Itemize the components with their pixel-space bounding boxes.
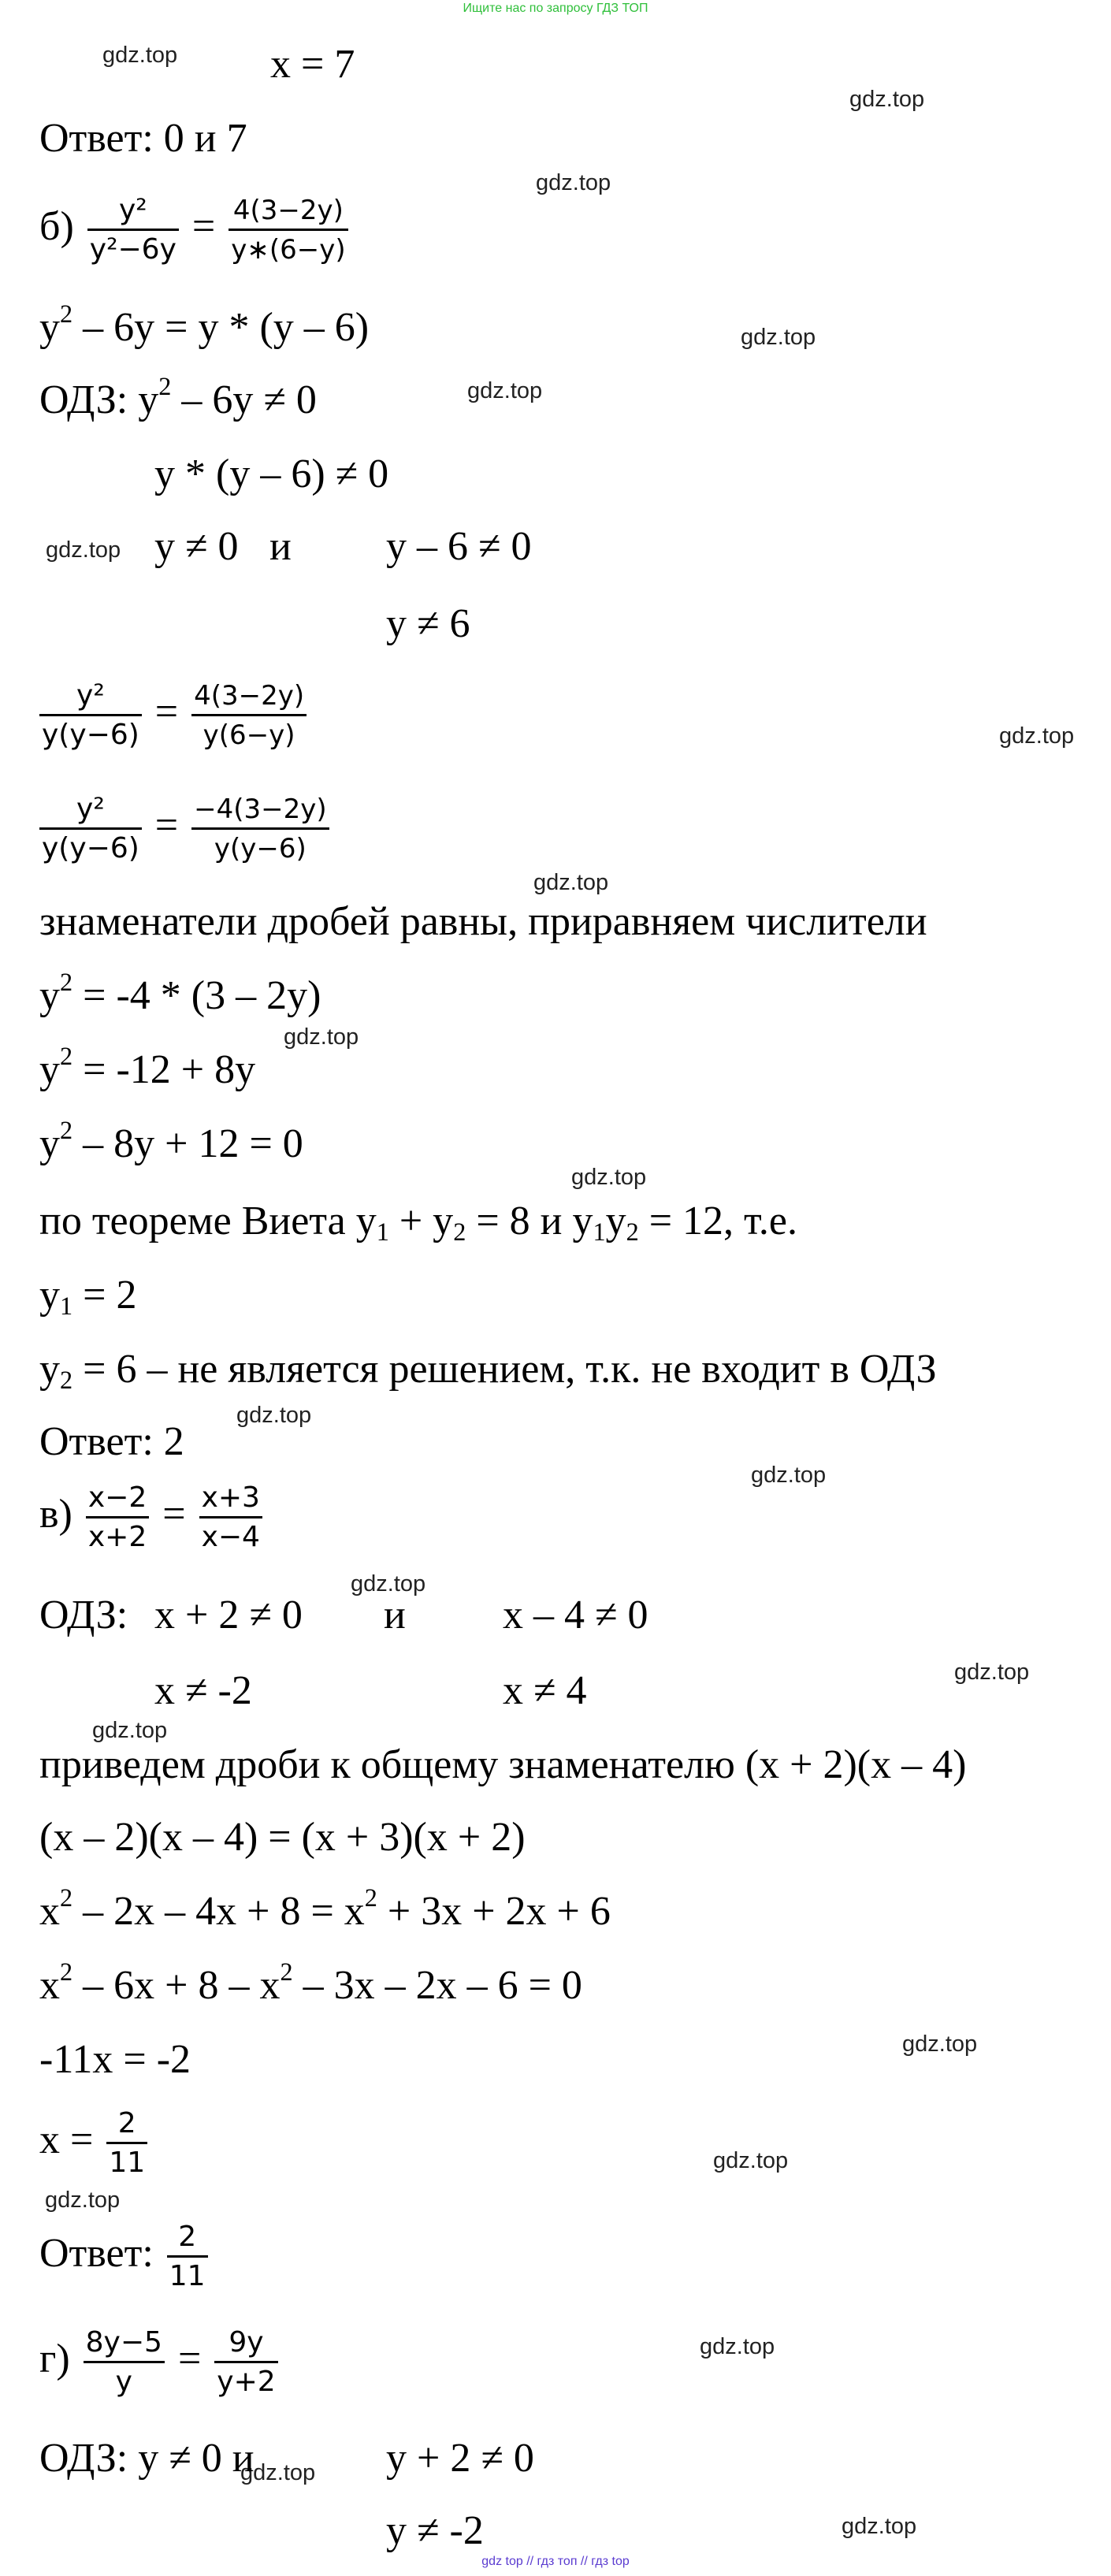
equals-sign: = xyxy=(154,802,179,848)
step-v-2: $x^2 - 2x - 4x + 8 = x^2 + 3x + 2x + 6$ xyxy=(39,1883,611,1934)
watermark: gdz.top xyxy=(902,2031,978,2057)
watermark: gdz.top xyxy=(999,723,1075,749)
frac-num: −4(3−2y) xyxy=(191,793,329,830)
frac-den: y(y−6) xyxy=(42,832,139,864)
answer-v xyxy=(39,2221,211,2293)
odz-y-minus-6: y – 6 ≠ 0 xyxy=(386,524,532,569)
frac-num: 4(3−2y) xyxy=(229,194,347,231)
odz-y-plus-2: y + 2 ≠ 0 xyxy=(386,2436,534,2481)
step-b-3: $y^2 - 8y + 12 = 0$ xyxy=(39,1115,303,1166)
top-banner[interactable]: Ищите нас по запросу ГДЗ ТОП xyxy=(463,2,648,15)
frac-num: 8y−5 xyxy=(84,2326,165,2363)
frac-num: x−2 xyxy=(86,1481,149,1518)
watermark: gdz.top xyxy=(842,2514,917,2539)
odz-x-minus-4: x – 4 ≠ 0 xyxy=(503,1593,648,1637)
step-b-1: $y^2 = -4 * (3 - 2y)$ xyxy=(39,967,321,1018)
watermark: gdz.top xyxy=(240,2460,316,2485)
step-v-3: $x^2 - 6x + 8 - x^2 - 3x - 2x - 6 = 0$ xyxy=(39,1957,582,2008)
equation-v xyxy=(39,1481,266,1554)
watermark: gdz.top xyxy=(571,1165,647,1190)
frac-den: y xyxy=(115,2366,132,2398)
x-equals-7: x = 7 xyxy=(270,42,355,87)
fraction-equation-2 xyxy=(36,679,310,752)
frac-den: y(y−6) xyxy=(42,719,139,751)
frac-den: 11 xyxy=(109,2147,146,2179)
frac-den: x−4 xyxy=(201,1521,260,1553)
watermark: gdz.top xyxy=(102,43,178,68)
equals-sign: = xyxy=(191,203,216,249)
watermark: gdz.top xyxy=(741,325,816,350)
watermark: gdz.top xyxy=(849,87,925,112)
note-equal-denominators: знаменатели дробей равны, приравняем числители xyxy=(39,899,927,944)
odz-y-not-6: y ≠ 6 xyxy=(386,601,470,646)
step-v-4: -11x = -2 xyxy=(39,2037,191,2082)
frac-den: y∗(6−y) xyxy=(231,234,346,266)
step-v-1: (x – 2)(x – 4) = (x + 3)(x + 2) xyxy=(39,1815,526,1860)
watermark: gdz.top xyxy=(751,1463,827,1488)
frac-num: y² xyxy=(87,194,179,231)
watermark: gdz.top xyxy=(713,2148,789,2173)
x-eq-prefix: x = xyxy=(39,2117,94,2162)
frac-den: y²−6y xyxy=(89,233,176,266)
odz-y-not-0: y ≠ 0 xyxy=(154,524,239,569)
frac-den: y(6−y) xyxy=(203,719,295,751)
vieta-line: по теореме Виета $y_1 + y_2 = 8$ и $y_1y_2 = 12$, т.е. xyxy=(39,1199,797,1247)
odz-x-not-4: x ≠ 4 xyxy=(503,1668,587,1713)
equals-sign: = xyxy=(154,689,179,734)
odz-y-not-minus-2: y ≠ -2 xyxy=(386,2508,484,2553)
watermark: gdz.top xyxy=(284,1024,359,1050)
watermark: gdz.top xyxy=(46,537,121,563)
frac-num: 4(3−2y) xyxy=(191,679,307,716)
factor-line: $y^2 - 6y = y * (y - 6)$ xyxy=(39,299,370,350)
x-result xyxy=(39,2107,150,2180)
answer-a: Ответ: 0 и 7 xyxy=(39,116,247,161)
answer-b: Ответ: 2 xyxy=(39,1419,184,1464)
note-common-denominator: приведем дроби к общему знаменателю (x + 2)(x – 4) xyxy=(39,1742,967,1787)
equation-g xyxy=(39,2326,281,2399)
watermark: gdz.top xyxy=(236,1403,312,1428)
frac-den: y(y−6) xyxy=(214,833,307,864)
odz-factored: y * (y – 6) ≠ 0 xyxy=(154,452,389,496)
watermark: gdz.top xyxy=(45,2188,121,2213)
odz-line-b: ОДЗ: $y^2 - 6y \ne 0$ xyxy=(39,371,317,422)
frac-num: 2 xyxy=(167,2221,208,2258)
equation-b xyxy=(39,194,351,266)
watermark: gdz.top xyxy=(536,170,611,195)
frac-den: x+2 xyxy=(87,1521,147,1553)
answer-prefix: Ответ: xyxy=(39,2230,154,2276)
frac-den: 11 xyxy=(169,2260,206,2292)
watermark: gdz.top xyxy=(533,870,609,895)
equals-sign: = xyxy=(162,1491,186,1537)
frac-num: x+3 xyxy=(199,1481,262,1518)
watermark: gdz.top xyxy=(954,1660,1030,1685)
frac-num: 9y xyxy=(214,2326,277,2363)
part-v-label: в) xyxy=(39,1491,72,1537)
part-b-label: б) xyxy=(39,203,74,249)
equals-sign: = xyxy=(177,2336,202,2381)
watermark: gdz.top xyxy=(467,378,543,403)
frac-num: y² xyxy=(39,793,142,830)
frac-num: 2 xyxy=(106,2107,147,2144)
odz-line-g: ОДЗ: y ≠ 0 и xyxy=(39,2436,255,2481)
watermark: gdz.top xyxy=(351,1571,426,1597)
frac-num: y² xyxy=(39,679,142,716)
odz-and: и xyxy=(384,1593,406,1637)
bottom-banner[interactable]: gdz top // гдз топ // гдз top xyxy=(481,2555,630,2568)
part-g-label: г) xyxy=(39,2336,70,2381)
odz-label-v: ОДЗ: xyxy=(39,1593,128,1637)
odz-and: и xyxy=(269,524,292,569)
root-y1: $y_1 = 2$ xyxy=(39,1273,137,1321)
watermark: gdz.top xyxy=(700,2334,775,2359)
watermark: gdz.top xyxy=(92,1718,168,1743)
root-y2: $y_2 = 6$ – не является решением, т.к. не входит в ОДЗ xyxy=(39,1347,937,1395)
step-b-2: $y^2 = -12 + 8y$ xyxy=(39,1041,256,1092)
odz-x-plus-2: x + 2 ≠ 0 xyxy=(154,1593,303,1637)
frac-den: y+2 xyxy=(217,2366,276,2398)
odz-x-not-minus-2: x ≠ -2 xyxy=(154,1668,252,1713)
fraction-equation-3 xyxy=(36,793,333,865)
